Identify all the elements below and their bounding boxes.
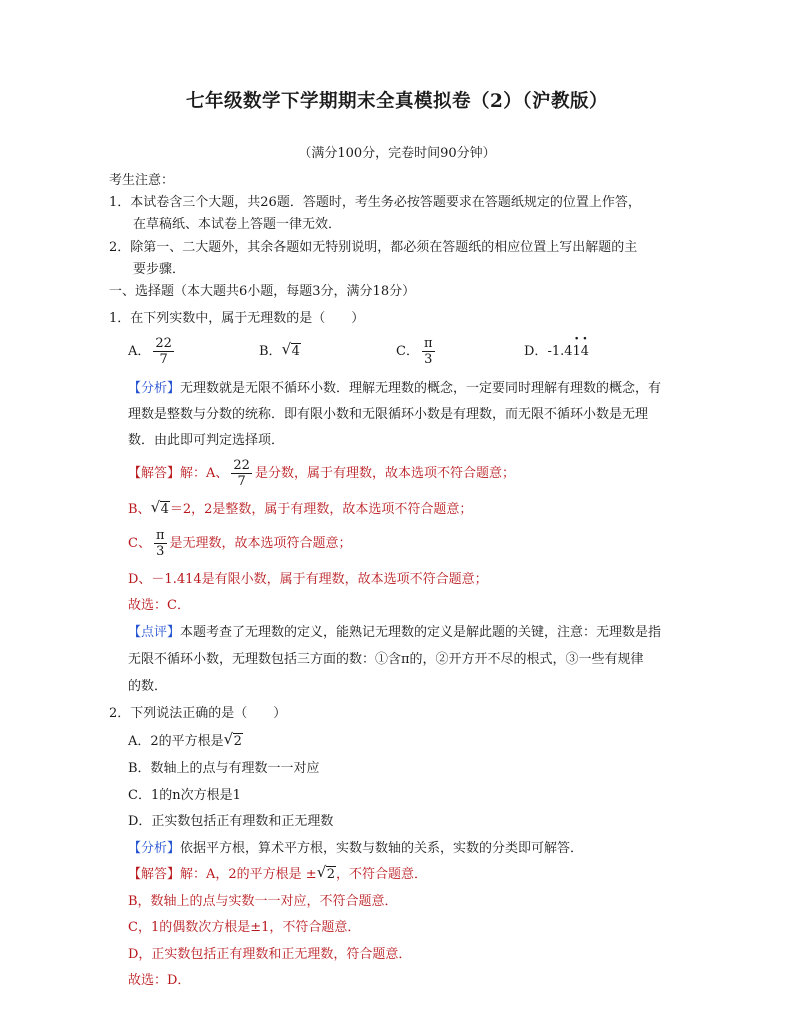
page-subtitle: （满分100分，完卷时间90分钟） xyxy=(298,146,496,161)
q2-option-a-sqrt xyxy=(223,730,243,751)
q1-option-c-fraction xyxy=(422,336,435,367)
notice-item-1-cont: 在草稿纸、本试卷上答题一律无效． xyxy=(133,217,342,232)
q1-analysis-line-3: 数．由此即可判定选择项． xyxy=(128,433,285,448)
q1-option-a-numerator: 22 xyxy=(155,336,172,351)
q2-answer-final: 故选：D． xyxy=(128,973,191,988)
q1-option-d xyxy=(524,343,589,361)
q1-analysis-text-1: 无理数就是无限不循环小数．理解无理数的概念，一定要同时理解有理数的概念，有 xyxy=(180,381,662,396)
q1-option-a-fraction xyxy=(153,336,174,367)
q1-analysis-tag: 【分析】 xyxy=(128,381,181,396)
q1-option-a xyxy=(128,336,177,368)
q1-answer-c-post: 是无理数，故本选项符合题意； xyxy=(169,536,352,551)
q1-answer-b-sqrt xyxy=(150,498,170,519)
q1-option-d-label: D． xyxy=(524,344,548,359)
q2-option-d: D．正实数包括正有理数和正无理数 xyxy=(128,814,334,829)
q1-answer-final: 故选：C． xyxy=(128,598,190,613)
q1-option-d-prefix: -1.4 xyxy=(547,344,573,359)
q1-answer-c-fraction xyxy=(154,528,167,559)
q1-answer-b-radicand: 4 xyxy=(160,502,169,517)
q1-option-c-numerator: π xyxy=(423,336,433,351)
q2-option-a xyxy=(128,730,243,751)
notice-heading: 考生注意： xyxy=(109,173,175,188)
q1-option-b-radicand: 4 xyxy=(291,344,300,359)
q1-answer-c-pre: C、 xyxy=(128,536,151,551)
page-title: 七年级数学下学期期末全真模拟卷（2）（沪教版） xyxy=(185,91,609,112)
q1-option-c-label: C． xyxy=(396,344,419,359)
q1-comment-text-1: 本题考查了无理数的定义，能熟记无理数的定义是解此题的关键，注意：无理数是指 xyxy=(180,625,662,640)
q2-analysis-line-1 xyxy=(128,840,583,858)
notice-item-1: 1．本试卷含三个大题，共26题．答题时，考生务必按答题要求在答题纸规定的位置上作答， xyxy=(109,195,641,210)
q2-analysis-text-1: 依据平方根，算术平方根，实数与数轴的关系，实数的分类即可解答． xyxy=(180,841,584,856)
q1-option-d-repeat-digit-1: · 1 xyxy=(573,343,581,361)
section-heading-choice: 一、选择题（本大题共6小题，每题3分，满分18分） xyxy=(109,284,416,299)
q1-comment-line-3: 的数． xyxy=(128,679,168,694)
q1-analysis-line-1 xyxy=(128,380,661,398)
q1-answer-line-b xyxy=(128,498,473,519)
radical-icon: √ xyxy=(281,340,292,358)
q2-answer-a-radicand: 2 xyxy=(326,867,335,882)
q2-answer-tag: 【解答】 xyxy=(128,867,181,882)
q1-answer-b-pre: B、 xyxy=(128,502,151,517)
q1-answer-a-post: 是分数，属于有理数，故本选项不符合题意； xyxy=(254,466,515,481)
q1-analysis-line-2: 理数是整数与分数的统称．即有限小数和无限循环小数是有理数，而无限不循环小数是无理 xyxy=(128,407,649,422)
q2-option-c: C．1的n次方根是1 xyxy=(128,788,241,803)
q1-answer-a-numerator: 22 xyxy=(233,458,250,473)
q2-answer-line-a xyxy=(128,863,427,884)
q1-comment-tag: 【点评】 xyxy=(128,625,181,640)
q1-answer-c-denominator: 3 xyxy=(156,544,165,559)
q1-answer-a-pre: 解：A、 xyxy=(180,466,229,481)
q2-stem: 2．下列说法正确的是（ ） xyxy=(109,706,287,721)
radical-icon: √ xyxy=(223,730,234,748)
q1-answer-line-a xyxy=(128,458,515,490)
q2-answer-line-c: C，1的偶数次方根是±1，不符合题意． xyxy=(128,920,361,935)
q1-answer-a-denominator: 7 xyxy=(237,474,246,489)
radical-icon: √ xyxy=(316,863,327,881)
q1-comment-line-1 xyxy=(128,624,661,642)
q1-stem: 1．在下列实数中，属于无理数的是（ ） xyxy=(109,311,365,326)
q1-option-d-repeat-digit-2: · 4 xyxy=(581,343,589,361)
q1-answer-line-d: D、－1.414是有限小数，属于有理数，故本选项不符合题意； xyxy=(128,572,488,587)
q1-option-c-denominator: 3 xyxy=(424,352,433,367)
q1-answer-b-post: ＝2，2是整数，属于有理数，故本选项不符合题意； xyxy=(169,502,473,517)
q2-option-a-text: A．2的平方根是 xyxy=(128,734,224,749)
q1-option-c xyxy=(396,336,438,368)
q1-option-a-label: A． xyxy=(128,344,151,359)
q1-option-b-sqrt xyxy=(281,340,301,361)
q2-answer-a-sqrt xyxy=(316,863,336,884)
q1-answer-c-numerator: π xyxy=(155,528,165,543)
q2-option-b: B．数轴上的点与有理数一一对应 xyxy=(128,761,320,776)
q2-answer-a-pre: 解：A，2的平方根是 ± xyxy=(180,867,317,882)
q1-answer-line-c xyxy=(128,528,352,560)
notice-item-2: 2．除第一、二大题外，其余各题如无特别说明，都必须在答题纸的相应位置上写出解题的主 xyxy=(109,240,638,255)
q1-answer-tag: 【解答】 xyxy=(128,466,181,481)
q1-option-b-label: B． xyxy=(259,344,282,359)
q2-option-a-radicand: 2 xyxy=(233,734,242,749)
q2-answer-line-d: D，正实数包括正有理数和正无理数，符合题意． xyxy=(128,947,412,962)
q2-answer-line-b: B，数轴上的点与实数一一对应，不符合题意． xyxy=(128,894,398,909)
q2-analysis-tag: 【分析】 xyxy=(128,841,181,856)
q1-option-b xyxy=(259,340,301,361)
q1-option-a-denominator: 7 xyxy=(159,352,168,367)
notice-item-2-cont: 要步骤． xyxy=(133,262,186,277)
radical-icon: √ xyxy=(150,498,161,516)
q2-answer-a-post: ，不符合题意． xyxy=(335,867,427,882)
q1-answer-a-fraction xyxy=(231,458,252,489)
q1-comment-line-2: 无限不循环小数，无理数包括三方面的数：①含π的，②开方开不尽的根式，③一些有规律 xyxy=(128,652,644,667)
